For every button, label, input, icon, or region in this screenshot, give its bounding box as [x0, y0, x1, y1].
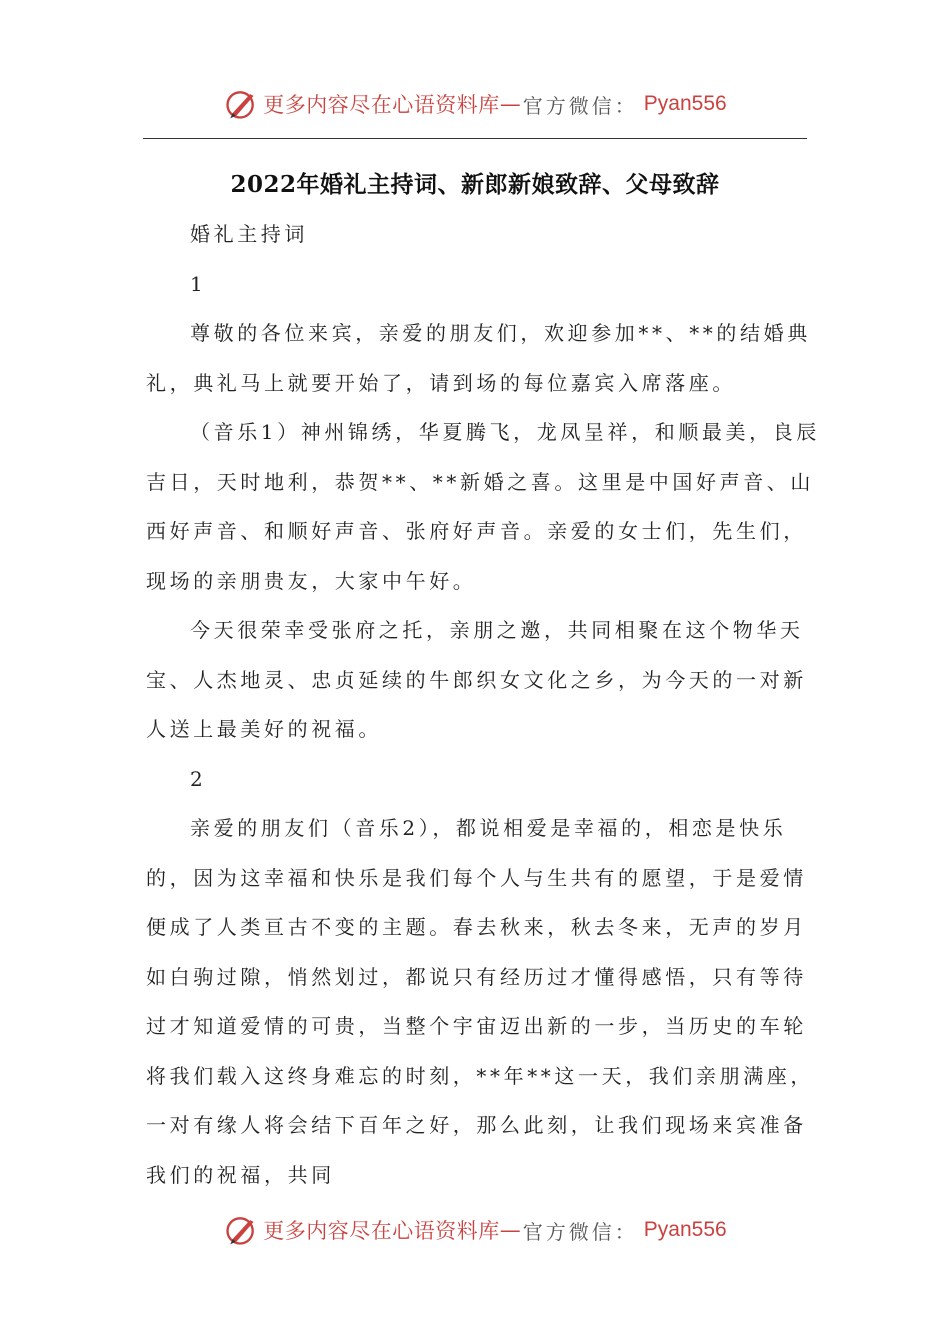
- body-paragraph: 亲爱的朋友们（音乐2），都说相爱是幸福的，相恋是快乐的，因为这幸福和快乐是我们每个人与生共有的愿望，于是爱情便成了人类亘古不变的主题。春去秋来，秋去冬来，无声的岁月如白驹过隙，悄然划过，都说只有经历过才懂得感悟，只有等待过才知道爱情的可贵，当整个宇宙迈出新的一步，当历史的车轮将我们载入这终身难忘的时刻，**年**这一天，我们亲朋满座，一对有缘人将会结下百年之好，那么此刻，让我们现场来宾准备我们的祝福，共同: [146, 816, 814, 1187]
- header-divider: [143, 138, 807, 139]
- banner-wechat-id: Pyan556: [643, 92, 727, 115]
- banner-text: 更多内容尽在心语资料库: [263, 93, 500, 117]
- footer-banner: [0, 1208, 950, 1252]
- header-banner: [0, 82, 950, 126]
- section-number: 1: [190, 271, 207, 296]
- pen-logo-icon: [223, 86, 259, 122]
- body-paragraph: （音乐1）神州锦绣，华夏腾飞，龙凤呈祥，和顺最美，良辰吉日，天时地利，恭贺**、**新婚之喜。这里是中国好声音、山西好声音、和顺好声音、张府好声音。亲爱的女士们，先生们，现场的亲朋贵友，大家中午好。: [146, 420, 820, 593]
- banner-dash: —: [499, 1218, 521, 1242]
- banner-label: 官方微信：: [522, 1219, 638, 1244]
- banner-text: 更多内容尽在心语资料库: [263, 1219, 500, 1243]
- body-paragraph: 今天很荣幸受张府之托，亲朋之邀，共同相聚在这个物华天宝、人杰地灵、忠贞延续的牛郎织女文化之乡，为今天的一对新人送上最美好的祝福。: [146, 618, 807, 741]
- section-number: 2: [190, 766, 207, 791]
- banner-dash: —: [499, 92, 521, 116]
- pen-logo-icon: [223, 1212, 259, 1248]
- document-title: 2022年婚礼主持词、新郎新娘致辞、父母致辞: [230, 171, 720, 198]
- body-paragraph: 尊敬的各位来宾，亲爱的朋友们，欢迎参加**、**的结婚典礼，典礼马上就要开始了，请到场的每位嘉宾入席落座。: [146, 321, 811, 395]
- section-heading: 婚礼主持词: [190, 222, 308, 246]
- document-body: [146, 210, 824, 1200]
- banner-wechat-id: Pyan556: [643, 1218, 727, 1241]
- banner-label: 官方微信：: [522, 93, 638, 118]
